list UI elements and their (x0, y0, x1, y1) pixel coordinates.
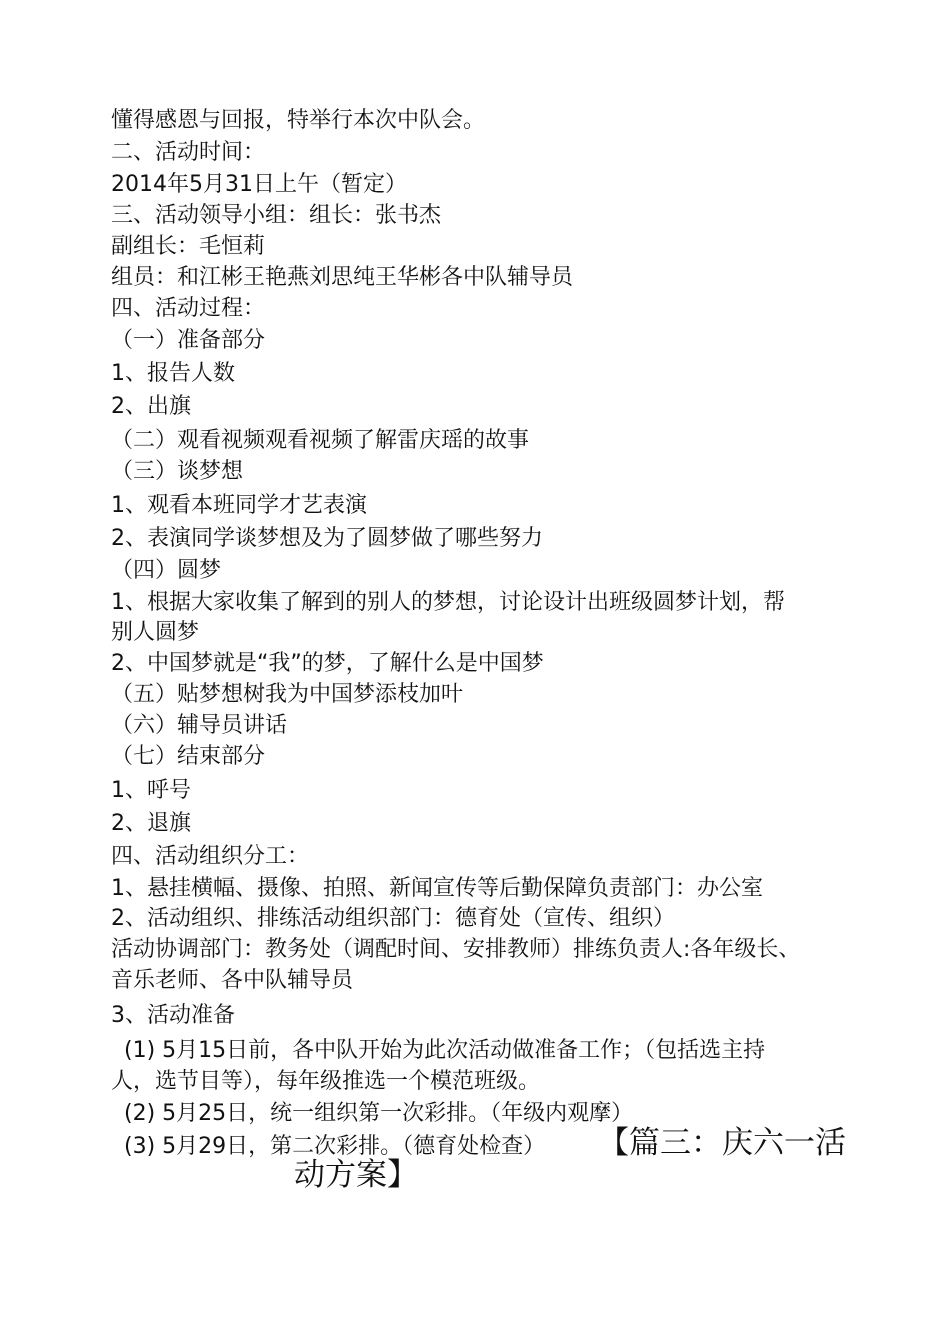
subsection-heading: （六）辅导员讲话 (111, 713, 288, 738)
list-item: (2) 5月25日，统一组织第一次彩排。（年级内观摩） (124, 1101, 634, 1126)
subsection-heading: （三）谈梦想 (111, 459, 244, 484)
list-item: 2、出旗 (111, 394, 191, 419)
list-item: (1) 5月15日前，各中队开始为此次活动做准备工作；（包括选主持 (124, 1038, 766, 1063)
list-item: (3) 5月29日，第二次彩排。（德育处检查） (124, 1134, 546, 1159)
section-heading-division: 四、活动组织分工： (111, 844, 310, 869)
text-line: 副组长：毛恒莉 (111, 234, 266, 259)
list-item: 3、活动准备 (111, 1003, 235, 1028)
activity-date: 2014年5月31日上午（暂定） (111, 172, 407, 197)
text-line: 懂得感恩与回报，特举行本次中队会。 (111, 108, 486, 133)
subsection-heading: （四）圆梦 (111, 558, 222, 583)
subsection-heading: （二）观看视频观看视频了解雷庆瑶的故事 (111, 428, 530, 453)
list-item: 2、退旗 (111, 811, 191, 836)
section-heading-leaders: 三、活动领导小组：组长：张书杰 (111, 203, 442, 228)
text-line: 组员：和江彬王艳燕刘思纯王华彬各中队辅导员 (111, 265, 574, 290)
list-item: 1、报告人数 (111, 361, 235, 386)
text-line: 人，选节目等），每年级推选一个模范班级。 (111, 1069, 541, 1094)
subsection-heading: （七）结束部分 (111, 744, 266, 769)
section-heading-time: 二、活动时间： (111, 140, 266, 165)
text-line: 活动协调部门：教务处（调配时间、安排教师）排练负责人:各年级长、 (111, 937, 801, 962)
list-item: 2、中国梦就是“我”的梦，了解什么是中国梦 (111, 651, 544, 676)
chapter-heading: 动方案】 (294, 1157, 418, 1193)
subsection-heading: （一）准备部分 (111, 328, 266, 353)
subsection-heading: （五）贴梦想树我为中国梦添枝加叶 (111, 682, 464, 707)
text-line: 音乐老师、各中队辅导员 (111, 968, 354, 993)
list-item: 1、悬挂横幅、摄像、拍照、新闻宣传等后勤保障负责部门：办公室 (111, 876, 763, 901)
section-heading-process: 四、活动过程： (111, 296, 266, 321)
list-item: 1、呼号 (111, 778, 191, 803)
list-item: 1、根据大家收集了解到的别人的梦想，讨论设计出班级圆梦计划，帮 (111, 590, 785, 615)
text-line: 别人圆梦 (111, 620, 200, 645)
list-item: 2、活动组织、排练活动组织部门：德育处（宣传、组织） (111, 906, 675, 931)
chapter-heading: 【篇三：庆六一活 (598, 1125, 846, 1161)
list-item: 2、表演同学谈梦想及为了圆梦做了哪些努力 (111, 526, 543, 551)
list-item: 1、观看本班同学才艺表演 (111, 493, 367, 518)
